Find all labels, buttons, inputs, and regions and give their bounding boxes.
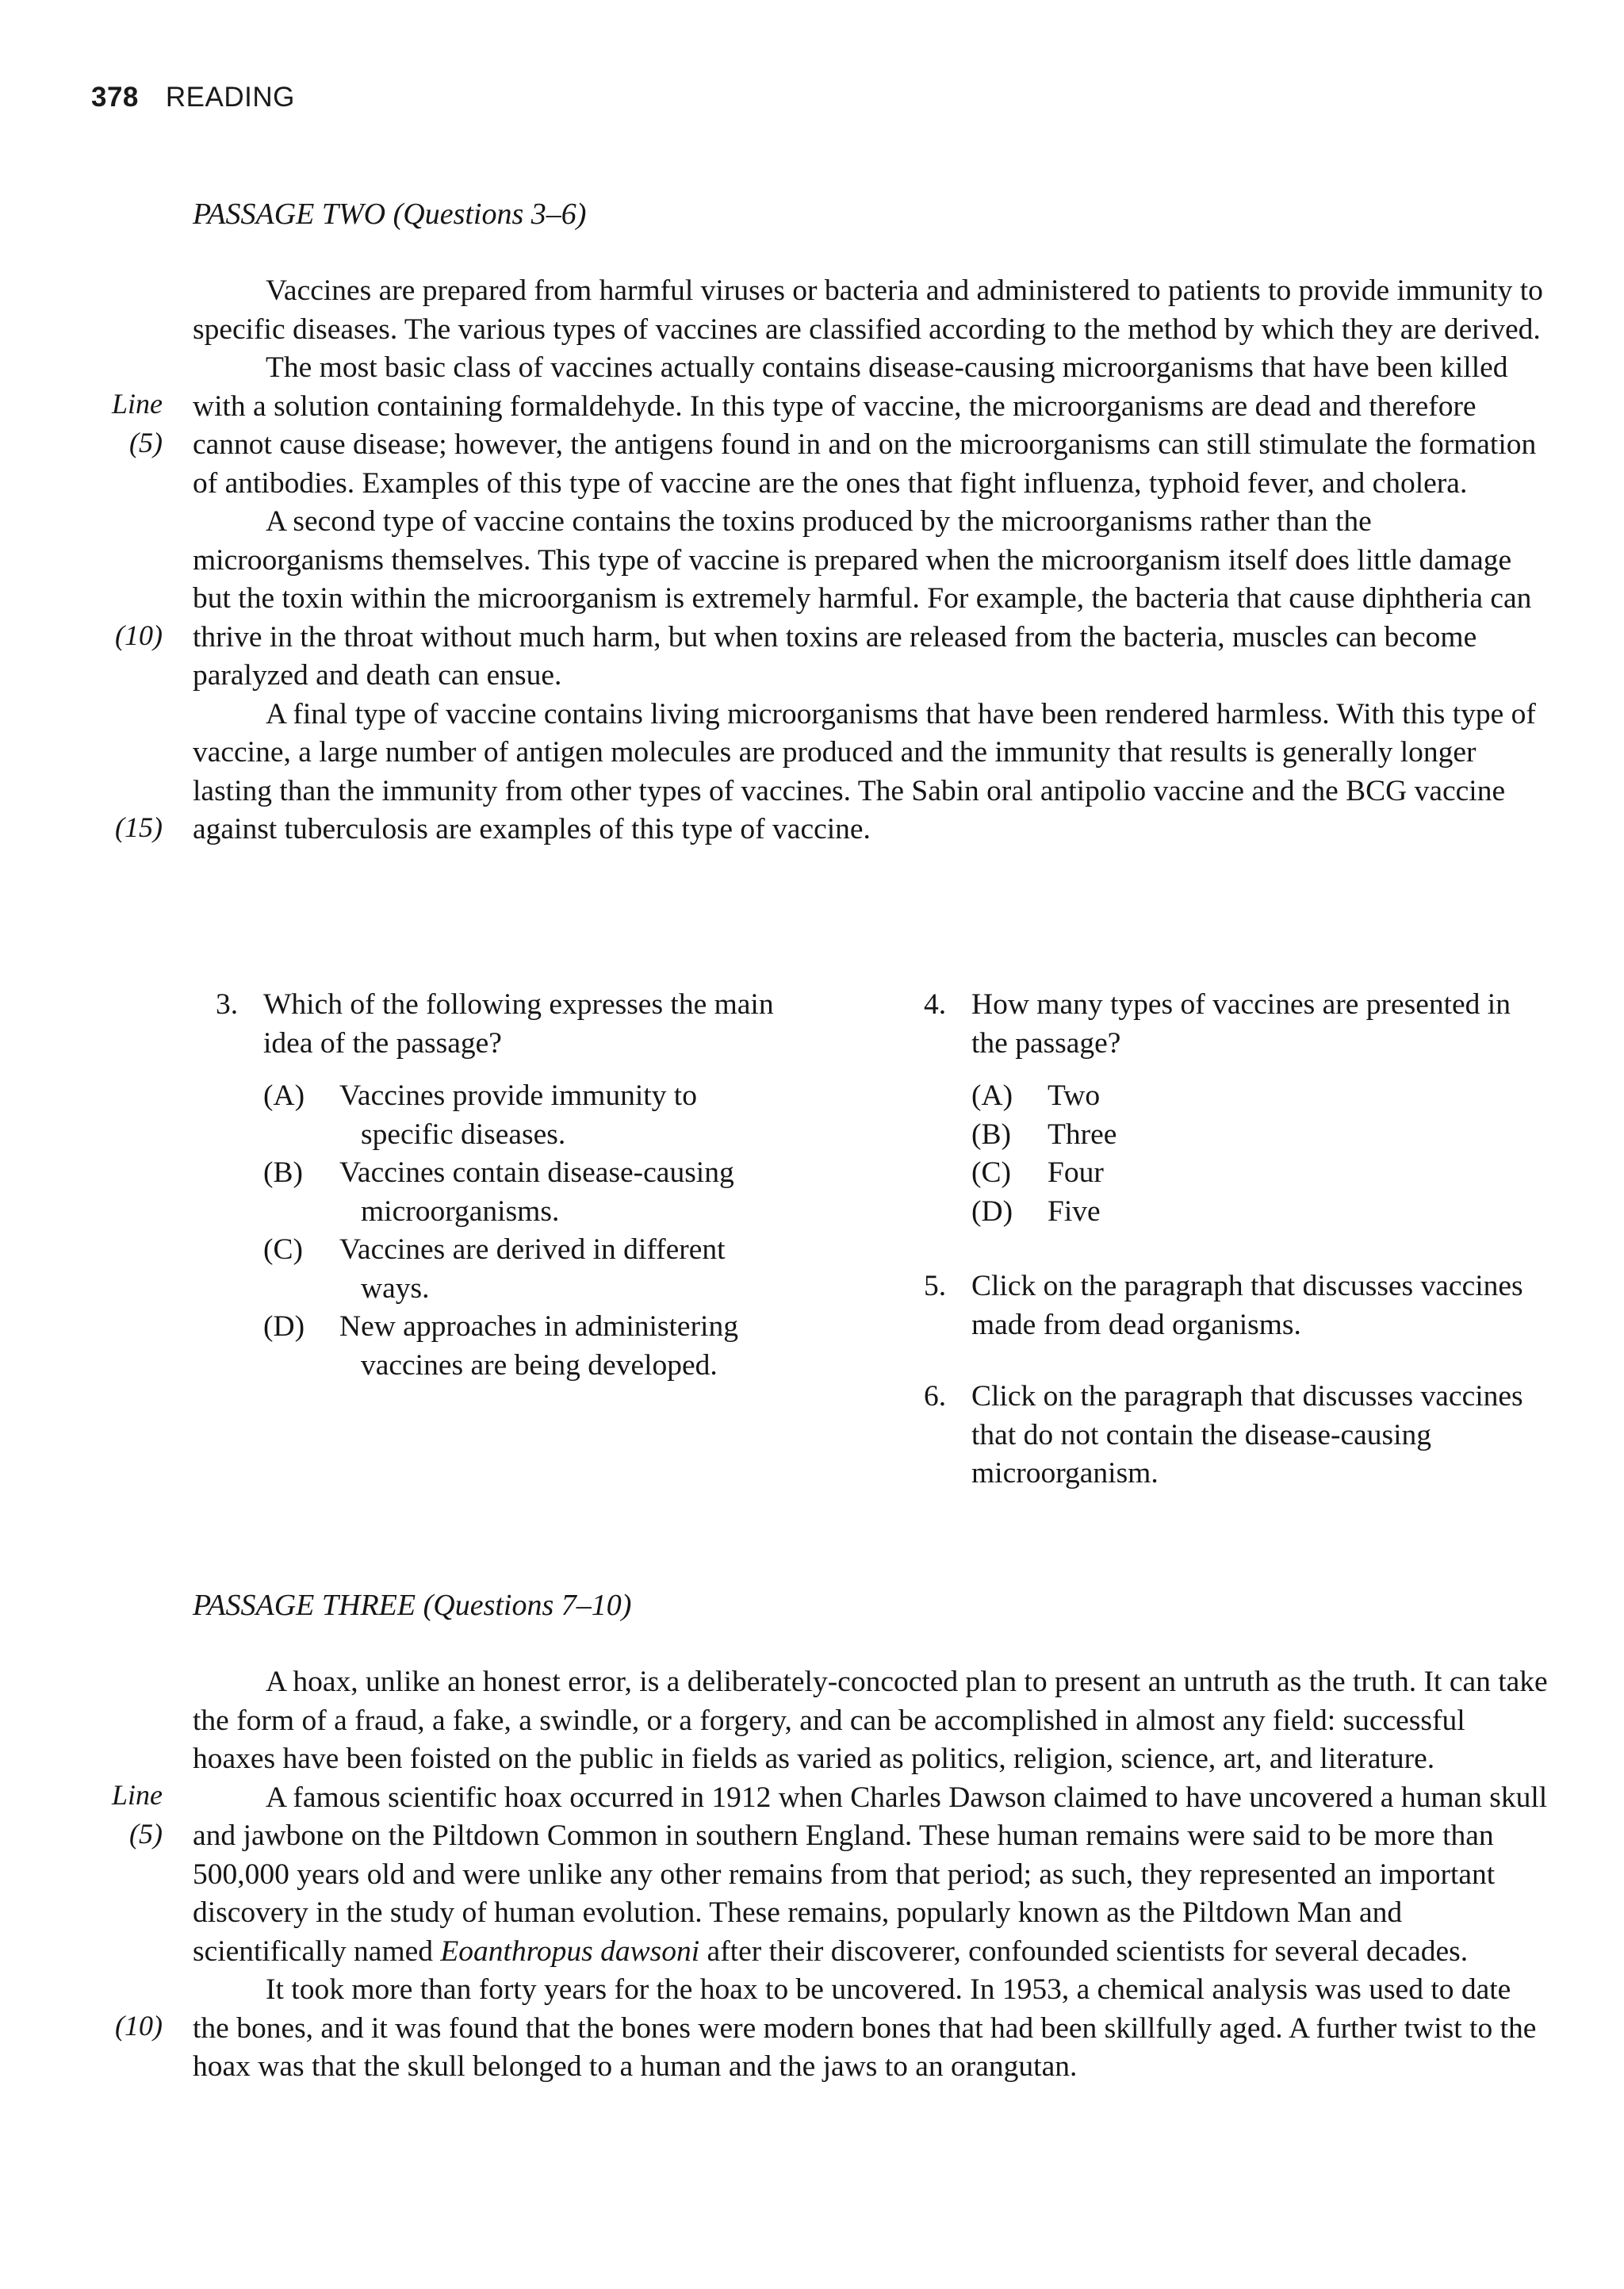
option-text: Four <box>1048 1156 1104 1189</box>
line-marker: (10) <box>115 2010 163 2042</box>
passage-two-paragraph-2[interactable]: The most basic class of vaccines actually contains disease-causing microorganisms that have been killed with a solution containing formaldehyde. In this type of vaccine, the microorganisms are dead and therefore cannot cause disease; however, the antigens found in and on the microorganisms can still stimulate the formation of antibodies. Examples of this type of vaccine are the ones that fight influenza, typhoid fever, and cholera. <box>193 351 1537 500</box>
paragraph-text: A famous scientific hoax occurred in 1912 when Charles Dawson claimed to have uncovered a human skull and jawbone on the Piltdown Common in southern England. These human remains were said to be more than 500,000 years old and were unlike any other remains from that period; as such, they represented an important discovery in the study of human evolution. These remains, popularly known as the Piltdown Man and scientifically named <box>193 1781 1548 1968</box>
option-text: New approaches in administering <box>339 1310 738 1343</box>
question-number: 5. <box>924 1270 947 1302</box>
paragraph-text: after their discoverer, confounded scientists for several decades. <box>699 1934 1469 1968</box>
question-stem: Which of the following expresses the main idea of the passage? <box>263 988 774 1060</box>
line-marker: Line <box>111 388 163 420</box>
species-name: Eoanthropus dawsoni <box>440 1934 700 1968</box>
passage-three-title: PASSAGE THREE (Questions 7–10) <box>193 1589 632 1622</box>
passage-two-text <box>193 272 1550 849</box>
page-header <box>91 82 295 113</box>
passage-two-paragraph-4[interactable]: A final type of vaccine contains living microorganisms that have been rendered harmless. With this type of vaccine, a large number of antigen molecules are produced and the immunity that results is generally longer lasting than the immunity from other types of vaccines. The Sabin oral antipolio vaccine and the BCG vaccine against tuberculosis are examples of this type of vaccine. <box>193 697 1536 845</box>
option-text: Three <box>1048 1118 1117 1151</box>
passage-three-paragraph-2[interactable] <box>193 1779 1550 1972</box>
option-text: Vaccines are derived in different <box>339 1233 726 1266</box>
option-letter: (B) <box>263 1156 303 1189</box>
answer-option-a[interactable] <box>263 1077 818 1154</box>
passage-two-paragraph-3[interactable]: A second type of vaccine contains the toxins produced by the microorganisms rather than the microorganisms themselves. This type of vaccine is prepared when the microorganism itself does little damage but the toxin within the microorganism is extremely harmful. For example, the bacteria that cause diphtheria can thrive in the throat without much harm, but when toxins are released from the bacteria, muscles can become paralyzed and death can ensue. <box>193 505 1532 692</box>
answer-option-c[interactable] <box>263 1231 818 1308</box>
question-5 <box>924 1267 1526 1344</box>
question-stem: How many types of vaccines are presented in the passage? <box>971 988 1511 1060</box>
answer-option-d[interactable] <box>971 1193 1526 1232</box>
passage-three-paragraph-3[interactable]: It took more than forty years for the hoax to be uncovered. In 1953, a chemical analysis was used to date the bones, and it was found that the bones were modern bones that had been skillfully aged. A further twist to the hoax was that the skull belonged to a human and the jaws to an orangutan. <box>193 1973 1537 2083</box>
option-letter: (D) <box>971 1194 1013 1228</box>
option-text-continued: vaccines are being developed. <box>361 1348 718 1382</box>
option-text: Two <box>1048 1079 1101 1112</box>
question-6 <box>924 1378 1526 1493</box>
passage-two-paragraph-1[interactable]: Vaccines are prepared from harmful viruses or bacteria and administered to patients to provide immunity to specific diseases. The various types of vaccines are classified according to the method by which they are derived. <box>193 274 1543 346</box>
section-title: READING <box>165 82 295 113</box>
question-4 <box>924 986 1526 1231</box>
option-text: Vaccines provide immunity to <box>339 1079 697 1112</box>
question-number: 6. <box>924 1380 947 1413</box>
option-letter: (C) <box>263 1233 303 1266</box>
option-text-continued: specific diseases. <box>361 1118 566 1151</box>
passage-two-title: PASSAGE TWO (Questions 3–6) <box>193 197 587 231</box>
option-letter: (A) <box>971 1079 1013 1112</box>
line-marker: (5) <box>129 1818 163 1850</box>
question-3 <box>216 986 818 1385</box>
option-text-continued: ways. <box>361 1271 430 1305</box>
line-marker: (15) <box>115 811 163 843</box>
line-marker: (5) <box>129 427 163 458</box>
page-number: 378 <box>91 82 139 113</box>
option-letter: (A) <box>263 1079 305 1112</box>
answer-option-c[interactable] <box>971 1154 1526 1193</box>
line-marker: Line <box>111 1779 163 1811</box>
answer-option-d[interactable] <box>263 1308 818 1385</box>
question-number: 4. <box>924 988 947 1021</box>
option-text: Five <box>1048 1194 1101 1228</box>
option-letter: (B) <box>971 1118 1011 1151</box>
question-number: 3. <box>216 988 239 1021</box>
answer-option-b[interactable] <box>971 1116 1526 1155</box>
passage-three-text <box>193 1663 1550 2087</box>
option-text: Vaccines contain disease-causing <box>339 1156 734 1189</box>
passage-three-paragraph-1[interactable]: A hoax, unlike an honest error, is a deliberately-concocted plan to present an untruth as the truth. It can take the form of a fraud, a fake, a swindle, or a forgery, and can be accomplished in almost any field: successful hoaxes have been foisted on the public in fields as varied as politics, religion, science, art, and literature. <box>193 1666 1548 1775</box>
question-stem: Click on the paragraph that discusses vaccines that do not contain the disease-causing microorganism. <box>971 1380 1523 1490</box>
answer-option-a[interactable] <box>971 1077 1526 1116</box>
line-marker: (10) <box>115 619 163 651</box>
answer-option-b[interactable] <box>263 1154 818 1231</box>
option-letter: (C) <box>971 1156 1011 1189</box>
option-text-continued: microorganisms. <box>361 1194 560 1228</box>
question-stem: Click on the paragraph that discusses vaccines made from dead organisms. <box>971 1270 1523 1341</box>
option-letter: (D) <box>263 1310 305 1343</box>
